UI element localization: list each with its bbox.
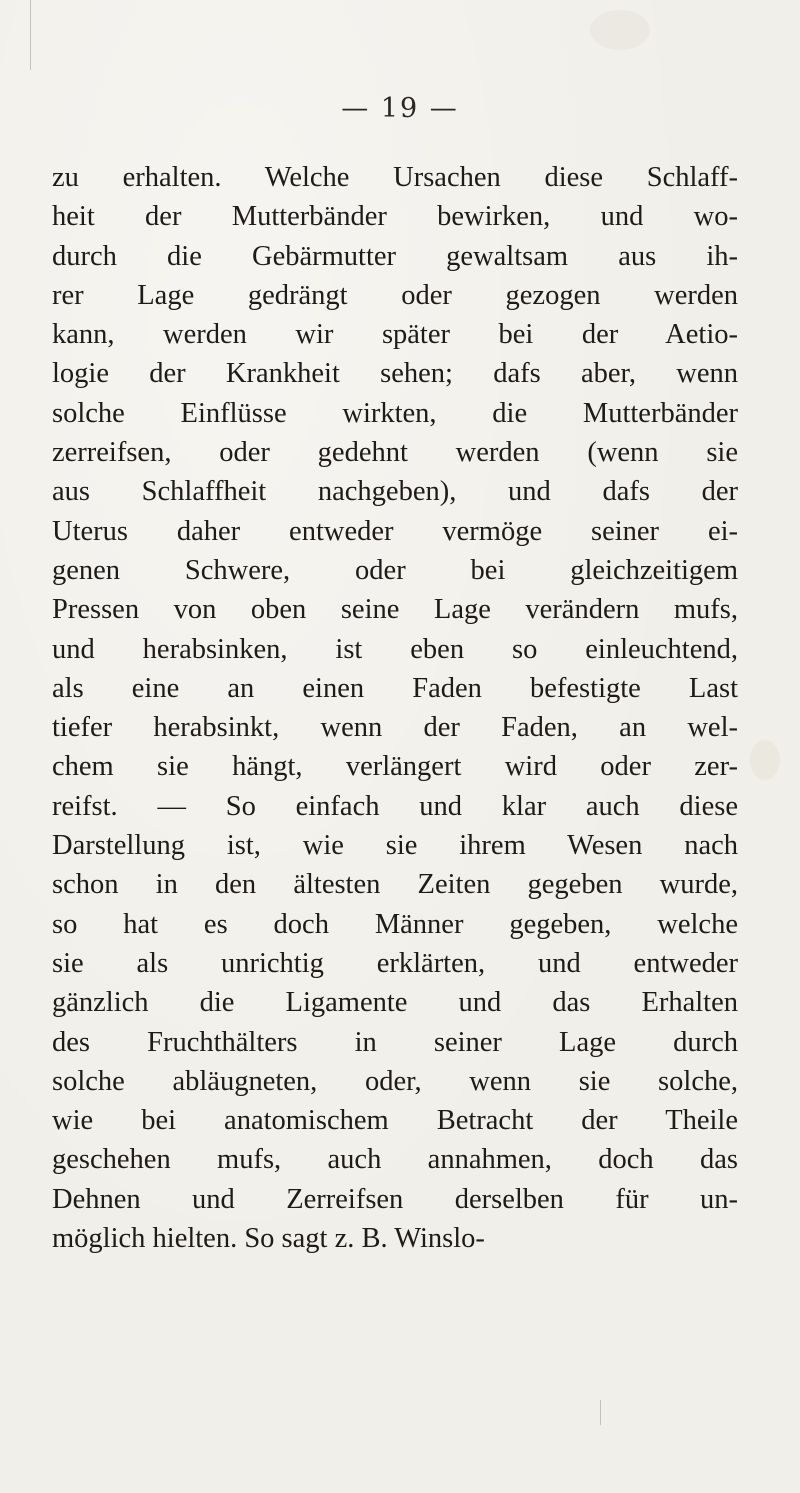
paper-mark	[600, 1400, 601, 1425]
text-line: durch die Gebärmutter gewaltsam aus ih-	[52, 240, 738, 272]
text-line: als eine an einen Faden befestigte Last	[52, 672, 738, 704]
text-line: chem sie hängt, verlängert wird oder zer-	[52, 751, 738, 783]
text-line: wie bei anatomischem Betracht der Theile	[52, 1105, 738, 1137]
text-line: Darstellung ist, wie sie ihrem Wesen nach	[52, 830, 738, 862]
text-line: und herabsinken, ist eben so einleuchtend,	[52, 633, 738, 665]
text-line: Pressen von oben seine Lage verändern mufs,	[52, 594, 738, 626]
text-line: so hat es doch Männer gegeben, welche	[52, 908, 738, 940]
text-line: Uterus daher entweder vermöge seiner ei-	[52, 515, 738, 547]
text-line: des Fruchthälters in seiner Lage durch	[52, 1026, 738, 1058]
body-text	[52, 158, 738, 1258]
text-line: solche abläugneten, oder, wenn sie solche,	[52, 1065, 738, 1097]
text-line: rer Lage gedrängt oder gezogen werden	[52, 279, 738, 311]
paper-stain	[590, 10, 650, 50]
text-line: kann, werden wir später bei der Aetio-	[52, 319, 738, 351]
text-line: reifst. — So einfach und klar auch diese	[52, 790, 738, 822]
text-line: zu erhalten. Welche Ursachen diese Schlaff-	[52, 162, 738, 193]
text-line: geschehen mufs, auch annahmen, doch das	[52, 1144, 738, 1176]
text-line: heit der Mutterbänder bewirken, und wo-	[52, 201, 738, 233]
text-line: logie der Krankheit sehen; dafs aber, wenn	[52, 358, 738, 390]
text-line: solche Einflüsse wirkten, die Mutterbänder	[52, 397, 738, 429]
text-line: aus Schlaffheit nachgeben), und dafs der	[52, 476, 738, 508]
text-line: tiefer herabsinkt, wenn der Faden, an wel-	[52, 712, 738, 744]
page-number: — 19 —	[341, 93, 459, 124]
text-line: möglich hielten. So sagt z. B. Winslo-	[52, 1223, 485, 1255]
paper-stain	[750, 740, 780, 780]
text-line: sie als unrichtig erklärten, und entweder	[52, 947, 738, 979]
text-line: schon in den ältesten Zeiten gegeben wurde,	[52, 869, 738, 901]
text-line: genen Schwere, oder bei gleichzeitigem	[52, 554, 738, 586]
text-line: gänzlich die Ligamente und das Erhalten	[52, 987, 738, 1019]
paper-mark	[30, 0, 31, 70]
text-line: zerreifsen, oder gedehnt werden (wenn sie	[52, 437, 738, 469]
text-line: Dehnen und Zerreifsen derselben für un-	[52, 1183, 738, 1215]
